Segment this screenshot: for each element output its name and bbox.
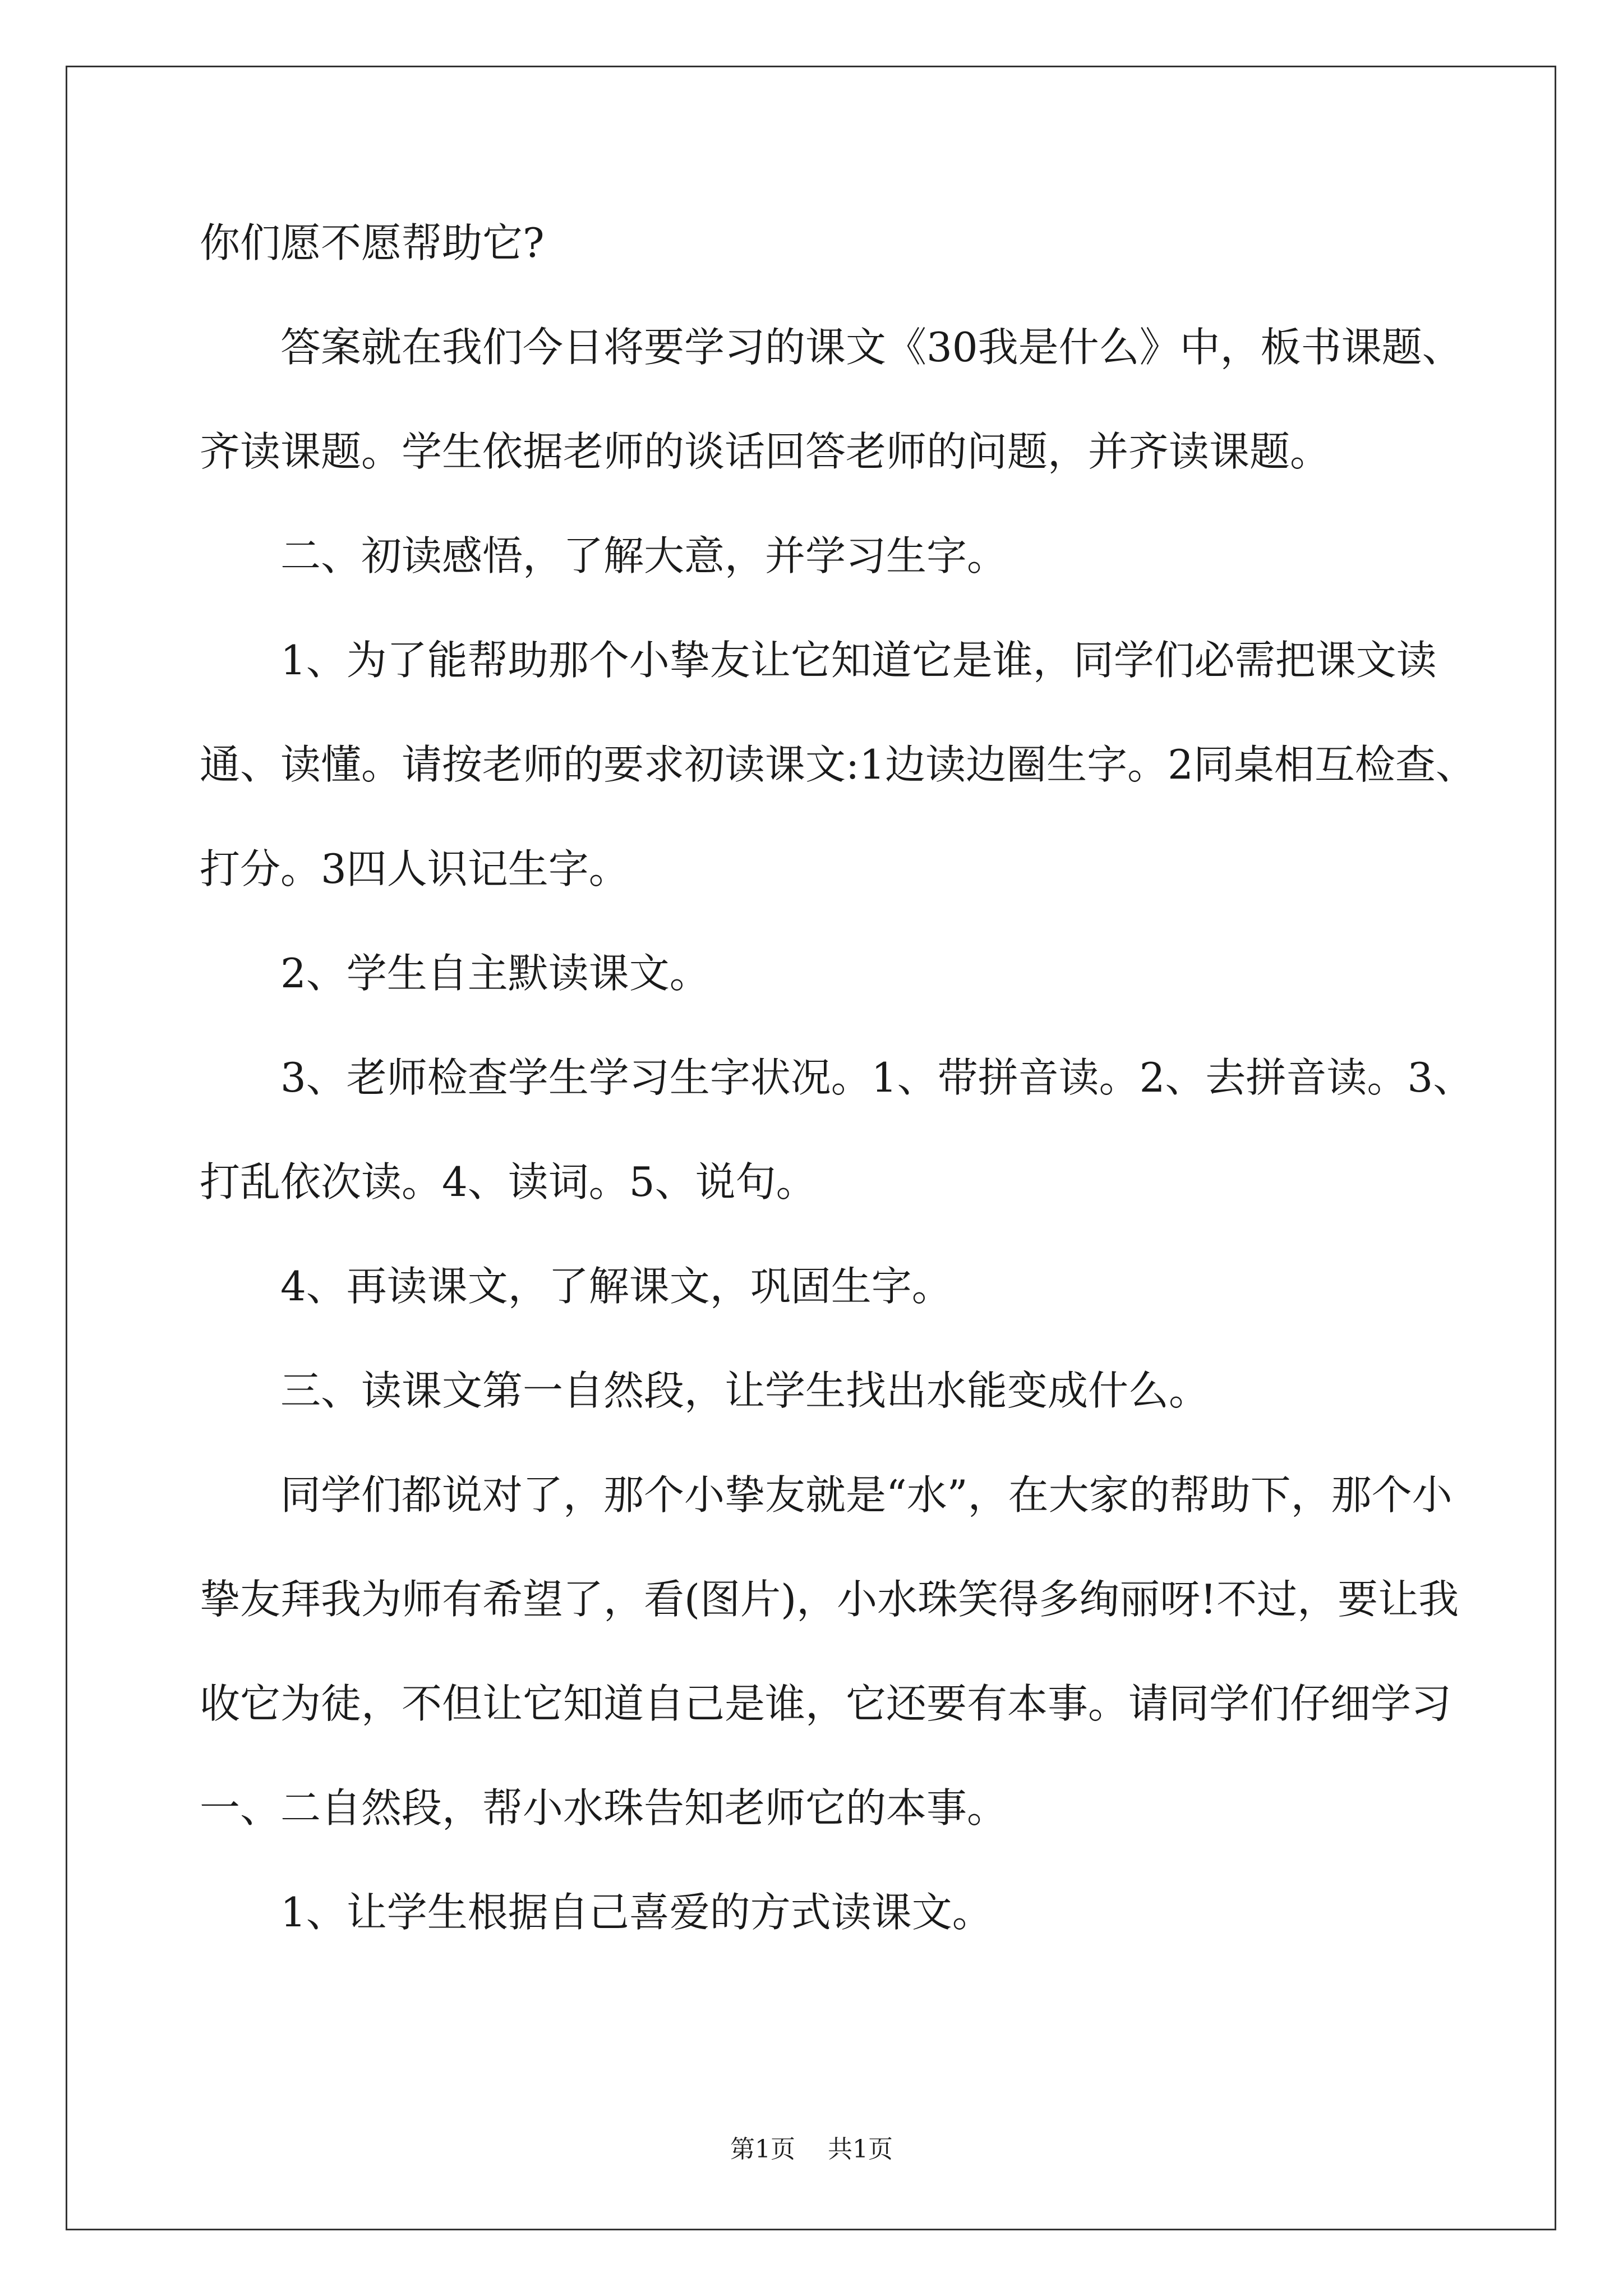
paragraph-2: 答案就在我们今日将要学习的课文《30我是什么》中，板书课题、齐读课题。学生依据老师的谈话回答老师的问题，并齐读课题。 — [200, 324, 1463, 475]
paragraph-7: 4、再读课文，了解课文，巩固生字。 — [280, 1263, 952, 1310]
page-footer — [0, 2129, 1623, 2165]
paragraph-4: 1、为了能帮助那个小挚友让它知道它是谁，同学们必需把课文读通、读懂。请按老师的要求初读课文:1边读边圈生字。2同桌相互检查、打分。3四人识记生字。 — [200, 637, 1476, 892]
paragraph-8: 三、读课文第一自然段，让学生找出水能变成什么。 — [280, 1367, 1210, 1414]
paragraph-5: 2、学生自主默读课文。 — [280, 950, 710, 997]
paragraph-10: 1、让学生根据自己喜爱的方式读课文。 — [280, 1889, 993, 1936]
paragraph-3: 二、初读感悟，了解大意，并学习生字。 — [280, 532, 1008, 579]
page-total: 共1页 — [828, 2135, 893, 2164]
page-number: 第1页 — [730, 2135, 795, 2164]
paragraph-6: 3、老师检查学生学习生字状况。1、带拼音读。2、去拼音读。3、打乱依次读。4、读词。5、说句。 — [200, 1054, 1474, 1205]
paragraph-1: 你们愿不愿帮助它? — [200, 219, 545, 266]
document-body — [200, 191, 1490, 1964]
paragraph-9: 同学们都说对了，那个小挚友就是“水”，在大家的帮助下，那个小挚友拜我为师有希望了，看(图片)，小水珠笑得多绚丽呀!不过，要让我收它为徒，不但让它知道自己是谁，它还要有本事。请同学们仔细学习一、二自然段，帮小水珠告知老师它的本事。 — [200, 1471, 1459, 1832]
